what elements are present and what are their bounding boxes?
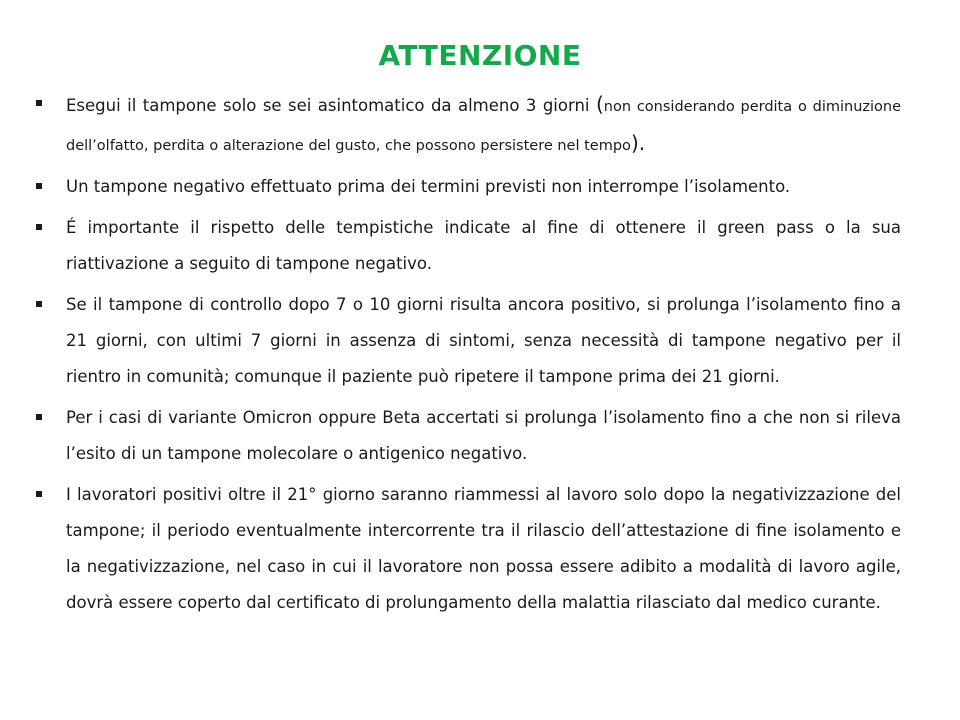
square-bullet-icon [36,414,42,420]
bullet-list [0,86,960,626]
slide-title: ATTENZIONE [378,39,582,72]
bullet-item [0,400,901,472]
square-bullet-icon [36,301,42,307]
bullet-text: É importante il rispetto delle tempistiche indicate al fine di ottenere il green pass o la sua riattivazione a seguito di tampone negativo. [66,218,901,273]
bullet-item [0,86,901,164]
square-bullet-icon [36,100,42,106]
bullet-item [0,169,901,205]
bullet-text: Se il tampone di controllo dopo 7 o 10 giorni risulta ancora positivo, si prolunga l’isolamento fino a 21 giorni, con ultimi 7 giorni in assenza di sintomi, senza necessità di tampone negativo per il rientro in comunità; comunque il paziente può ripetere il tampone prima dei 21 giorni. [66,295,901,386]
bullet-text: Un tampone negativo effettuato prima dei termini previsti non interrompe l’isolamento. [66,177,791,196]
square-bullet-icon [36,224,42,230]
square-bullet-icon [36,491,42,497]
bullet-text: Per i casi di variante Omicron oppure Beta accertati si prolunga l’isolamento fino a che non si rileva l’esito di un tampone molecolare o antigenico negativo. [66,408,901,463]
open-parenthesis: ( [595,92,604,116]
bullet-item [0,210,901,282]
bullet-text: Esegui il tampone solo se sei asintomatico da almeno 3 giorni [66,96,596,115]
bullet-item [0,477,901,621]
square-bullet-icon [36,183,42,189]
bullet-item [0,287,901,395]
close-parenthesis: ). [630,131,646,155]
bullet-note: non considerando perdita o diminuzione dell’olfatto, perdita o alterazione del gusto, che possono persistere nel tempo [66,99,902,154]
bullet-text: I lavoratori positivi oltre il 21° giorno saranno riammessi al lavoro solo dopo la negativizzazione del tampone; il periodo eventualmente intercorrente tra il rilascio dell’attestazione di fine isolamento e la negativizzazione, nel caso in cui il lavoratore non possa essere adibito a modalità di lavoro agile, dovrà essere coperto dal certificato di prolungamento della malattia rilasciato dal medico curante. [66,485,901,612]
